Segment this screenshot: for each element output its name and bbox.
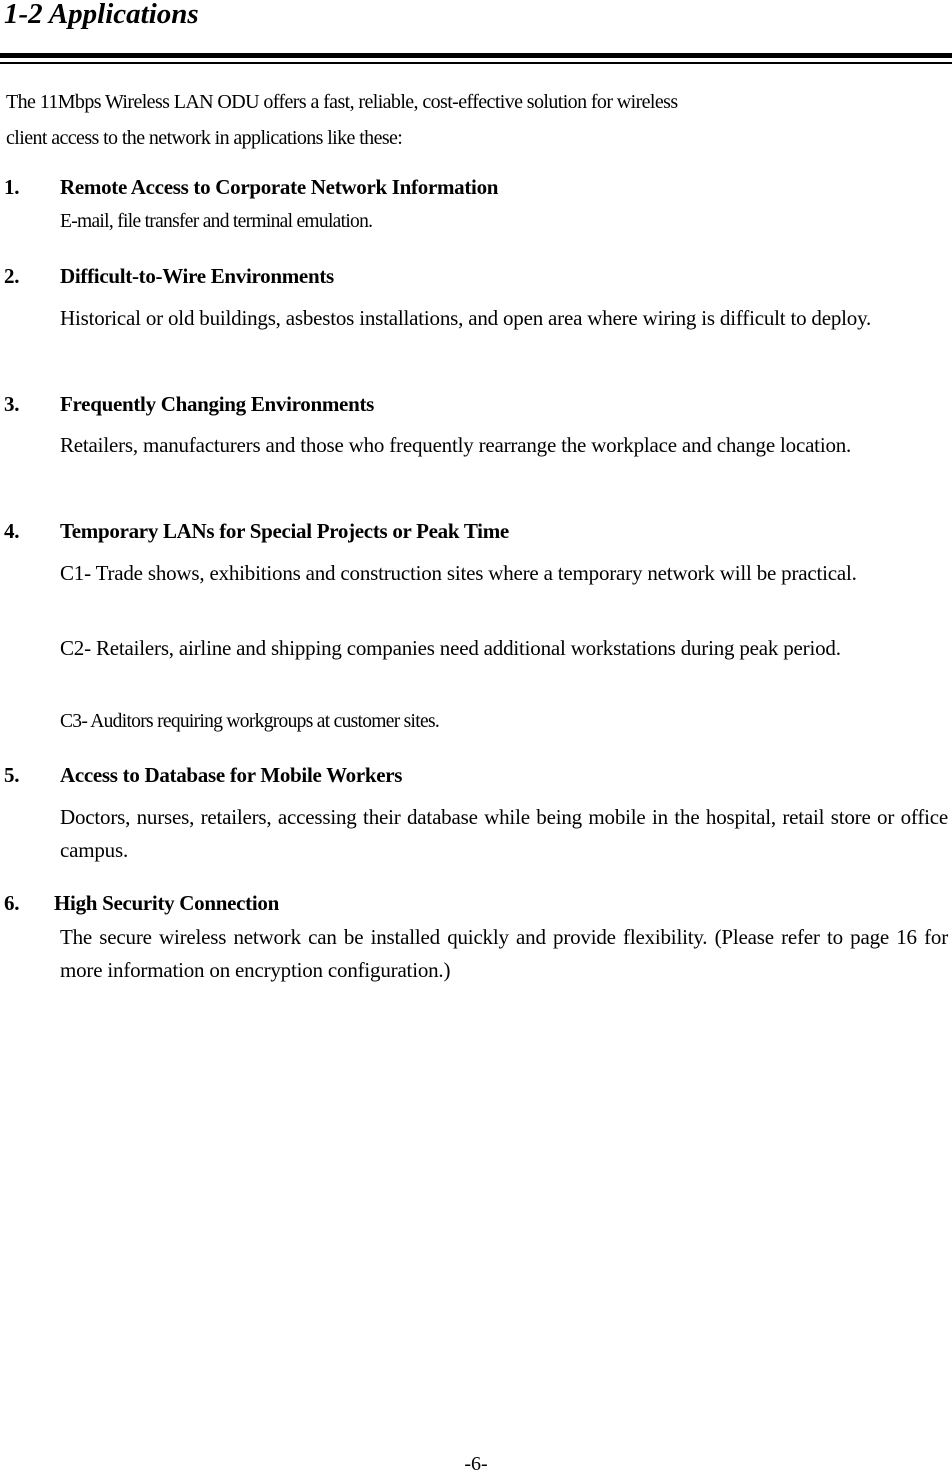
item-number: 2. [4,264,20,288]
title-rule-thick [0,53,952,58]
item-heading: High Security Connection [54,891,279,915]
item-number: 5. [4,763,20,787]
section-title: 1-2 Applications [4,0,199,30]
item-heading: Frequently Changing Environments [60,392,375,416]
intro-line-2: client access to the network in applications like these: [6,127,403,149]
item-6-description: The secure wireless network can be installed quickly and provide flexibility. (Please refer to page 16 for more information on encryption configuration.) [60,925,948,982]
item-heading: Difficult-to-Wire Environments [60,264,334,288]
item-heading: Access to Database for Mobile Workers [60,763,403,787]
title-rule-thin [0,62,952,64]
item-heading: Temporary LANs for Special Projects or Peak Time [60,519,509,543]
item-4-paragraph-c3: C3- Auditors requiring workgroups at customer sites. [60,711,440,732]
item-number: 4. [4,519,20,543]
item-3-description: Retailers, manufacturers and those who frequently rearrange the workplace and change location. [60,433,852,457]
item-1-description: E-mail, file transfer and terminal emulation. [60,211,373,232]
intro-line-1: The 11Mbps Wireless LAN ODU offers a fast, reliable, cost-effective solution for wireless [6,91,678,113]
page-number: -6- [464,1453,488,1475]
item-5-description: Doctors, nurses, retailers, accessing their database while being mobile in the hospital, retail store or office campus. [60,805,948,862]
item-number: 3. [4,392,20,416]
item-4-paragraph-c2: C2- Retailers, airline and shipping companies need additional workstations during peak period. [60,636,841,660]
item-4-paragraph-c1: C1- Trade shows, exhibitions and construction sites where a temporary network will be practical. [60,561,857,585]
item-heading: Remote Access to Corporate Network Information [60,175,499,199]
item-number: 6. [4,891,20,915]
item-number: 1. [4,175,20,199]
intro-paragraph [6,84,906,156]
item-2-description: Historical or old buildings, asbestos installations, and open area where wiring is difficult to deploy. [60,306,872,330]
